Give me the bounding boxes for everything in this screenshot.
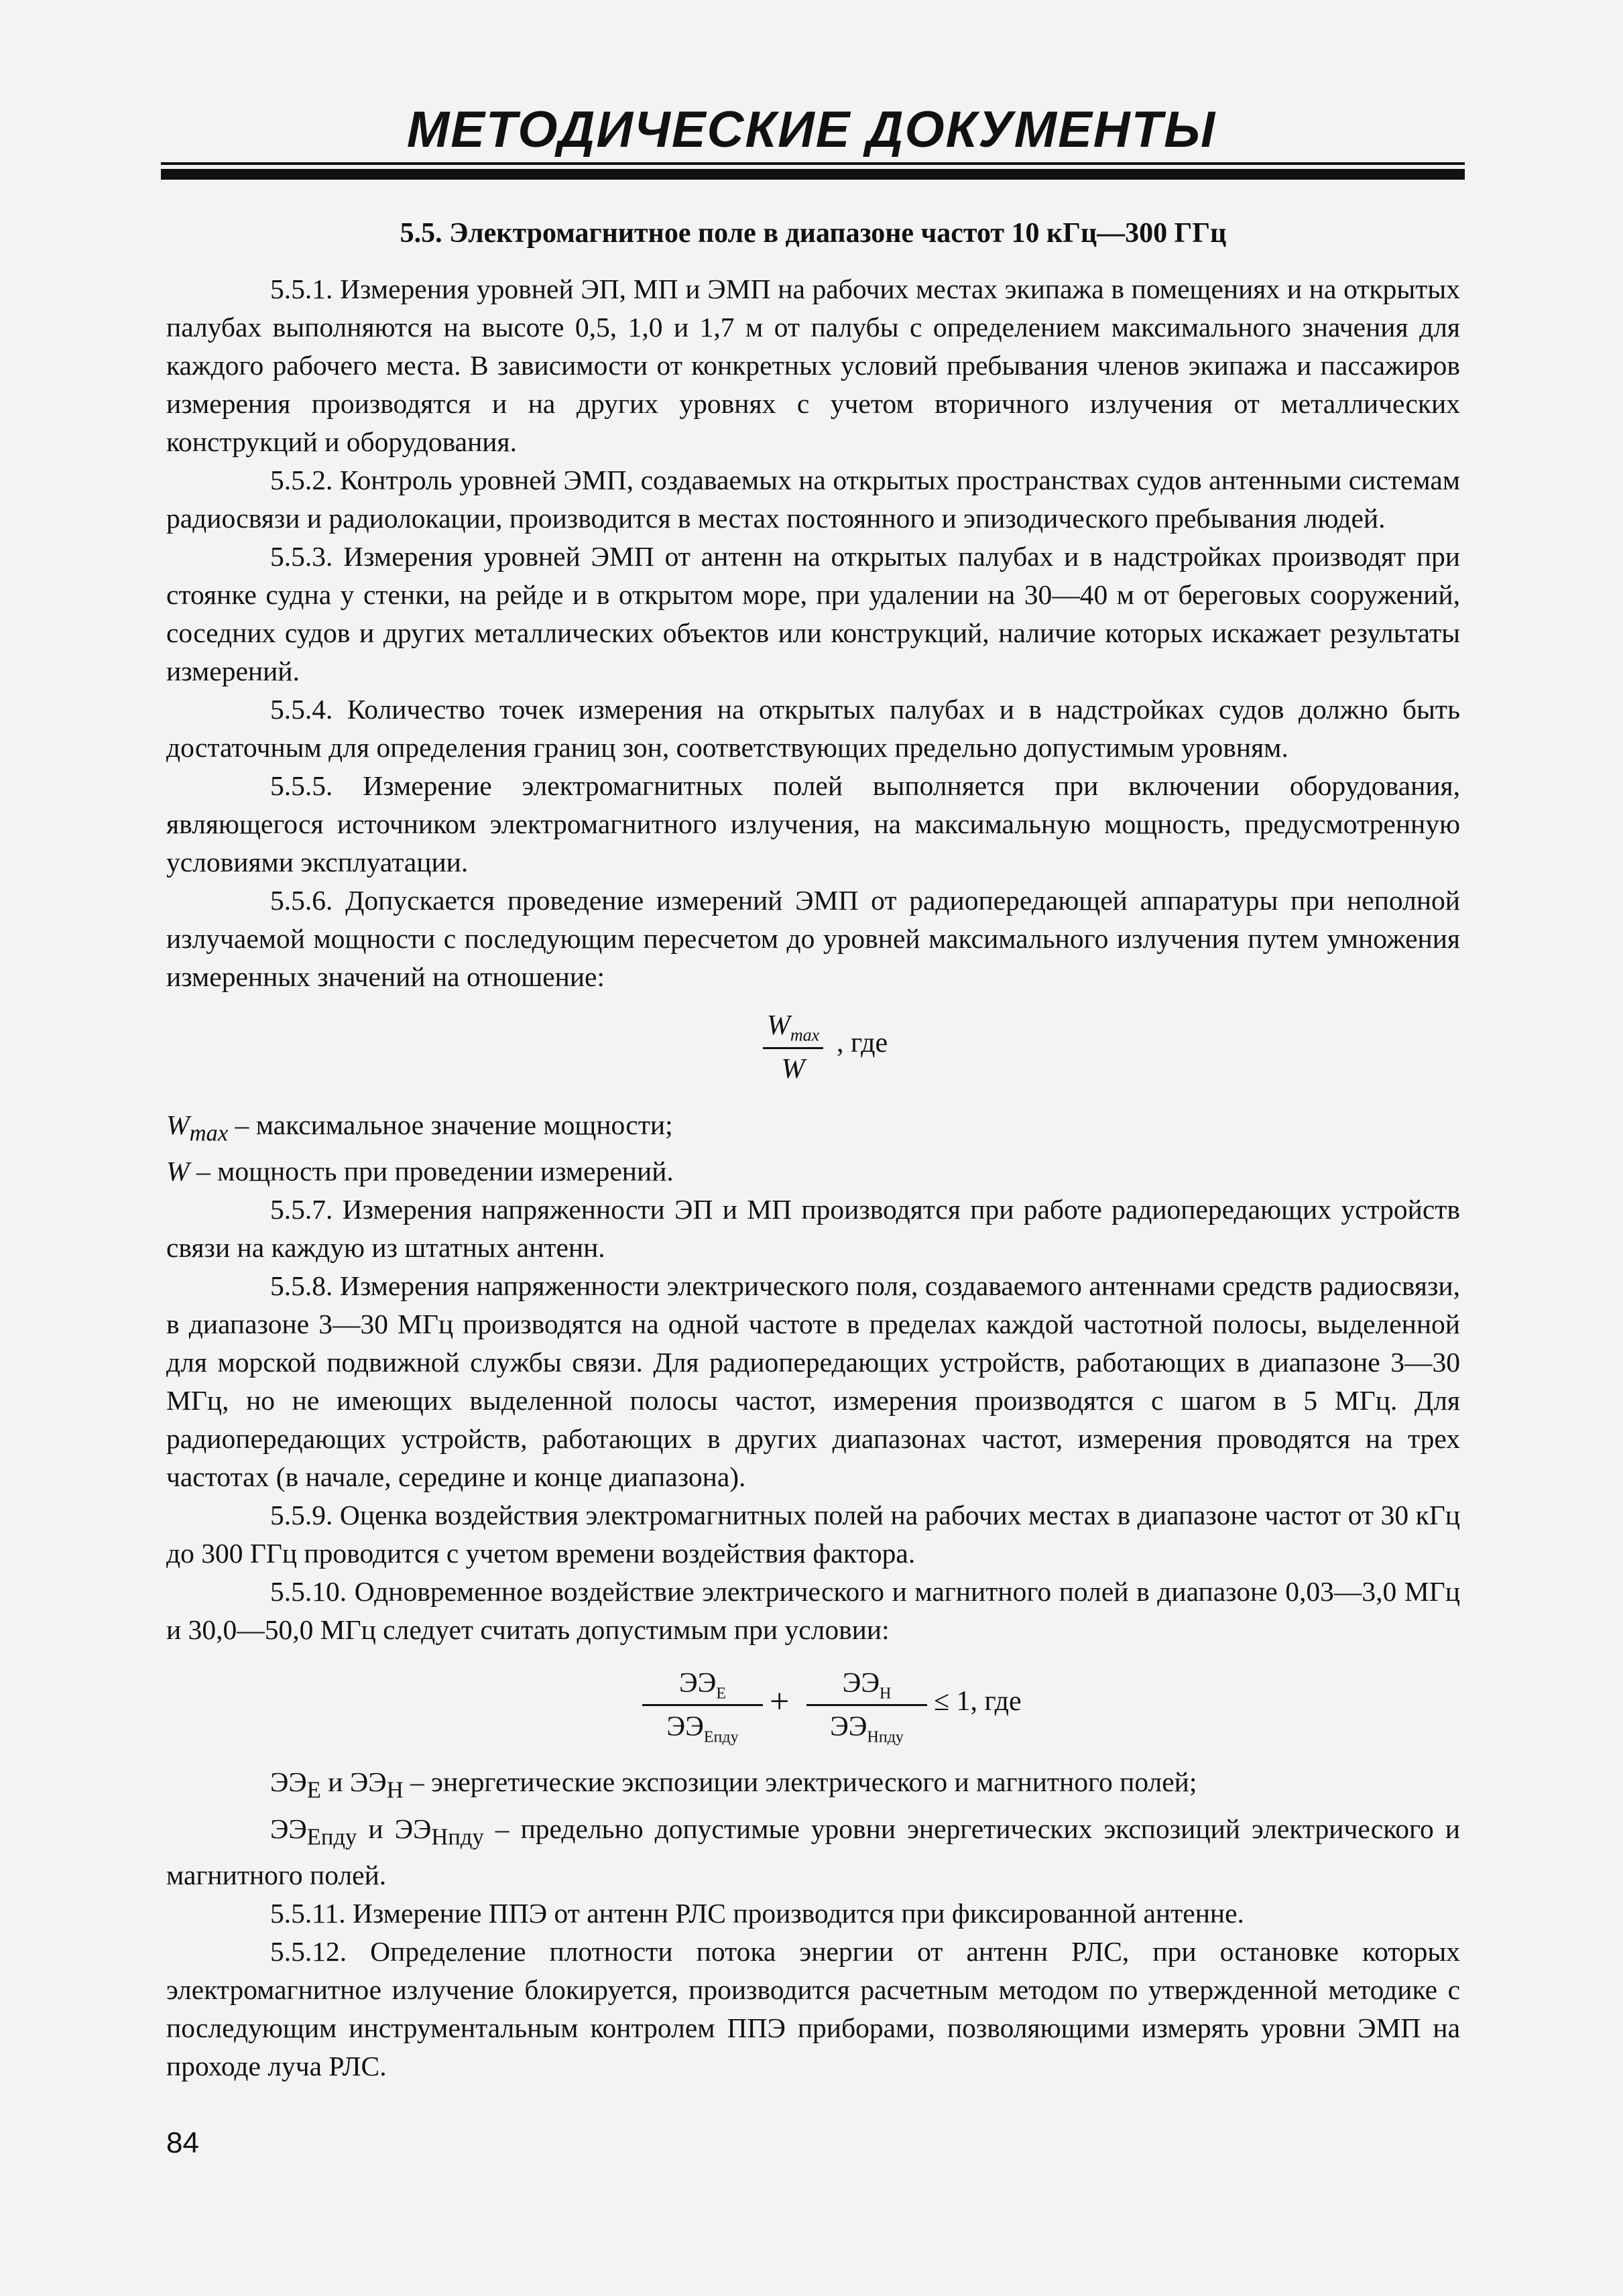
paragraph-5-5-6: 5.5.6. Допускается проведение измерений ЭМП от радиопередающей аппаратуры при неполной излучаемой мощности с последующим пересчетом до уровней максимального излучения путем умножения измеренных значений на отношение: xyxy=(166,885,1460,992)
paragraph-5-5-9: 5.5.9. Оценка воздействия электромагнитных полей на рабочих местах в диапазоне частот от 30 кГц до 300 ГГц проводится с учетом времени воздействия фактора. xyxy=(166,1500,1460,1569)
power-ratio-formula xyxy=(166,1002,1460,1102)
formula-where-label: , где xyxy=(837,1028,888,1059)
exposure-sum-formula xyxy=(166,1656,1460,1756)
magnetic-exposure-fraction: $ЭЭ_Н$ $ЭЭ_{Нпду}$ xyxy=(806,1663,927,1748)
header-rule-thick xyxy=(161,169,1465,180)
definition-max-permissible-exposures: $ЭЭ_{Епду}$ и $ЭЭ_{Нпду}$ – предельно допустимые уровни энергетических экспозиций электрического и магнитного полей. xyxy=(166,1813,1460,1890)
main-text xyxy=(166,215,1460,2086)
plus-sign: + xyxy=(770,1683,790,1721)
fraction-denominator: W xyxy=(781,1054,805,1085)
paragraph-5-5-8: 5.5.8. Измерения напряженности электрического поля, создаваемого антеннами средств радиосвязи, в диапазоне 3—30 МГц производятся на одной частоте в пределах каждой частотной полосы, выделенной для морской подвижной службы связи. Для радиопередающих устройств, работающих в диапазоне 3—30 МГц, но не имеющих выделенной полосы частот, измерения производятся с шагом в 5 МГц. Для радиопередающих устройств, работающих в других диапазонах частот, измерения проводятся на трех частотах (в начале, середине и конце диапазона). xyxy=(166,1270,1460,1493)
header-rule-thin xyxy=(161,162,1465,165)
paragraph-5-5-5: 5.5.5. Измерение электромагнитных полей выполняется при включении оборудования, являющегося источником электромагнитного излучения, на максимальную мощность, предусмотренную условиями эксплуатации. xyxy=(166,770,1460,878)
definition-w: W – мощность при проведении измерений. xyxy=(166,1156,674,1187)
running-header-title: МЕТОДИЧЕСКИЕ ДОКУМЕНТЫ xyxy=(406,101,1217,158)
paragraph-5-5-3: 5.5.3. Измерения уровней ЭМП от антенн на открытых палубах и в надстройках производят при стоянке судна у стенки, на рейде и в открытом море, при удалении на 30—40 м от береговых сооружений, соседних судов и других металлических объектов или конструкций, наличие которых искажает результаты измерений. xyxy=(166,541,1460,686)
paragraph-5-5-12: 5.5.12. Определение плотности потока энергии от антенн РЛС, при остановке которых электромагнитное излучение блокируется, производится расчетным методом по утвержденной методике с последующим инструментальным контролем ППЭ приборами, позволяющими измерять уровни ЭМП на проходе луча РЛС. xyxy=(166,1935,1460,2081)
definition-exposures: $ЭЭ_Е$ и $ЭЭ_Н$ – энергетические экспозиции электрического и магнитного полей; xyxy=(270,1766,1197,1803)
formula-inequality-where: ≤ 1, где xyxy=(934,1686,1022,1717)
electric-exposure-fraction: $ЭЭ_Е$ $ЭЭ_{Епду}$ xyxy=(642,1663,763,1748)
paragraph-5-5-10: 5.5.10. Одновременное воздействие электрического и магнитного полей в диапазоне 0,03—3,0 МГц и 30,0—50,0 МГц следует считать допустимым при условии: xyxy=(166,1576,1460,1646)
page-number: 84 xyxy=(166,2126,199,2159)
paragraph-5-5-11: 5.5.11. Измерение ППЭ от антенн РЛС производится при фиксированной антенне. xyxy=(270,1897,1244,1929)
paragraph-5-5-7: 5.5.7. Измерения напряженности ЭП и МП производятся при работе радиопередающих устройств связи на каждую из штатных антенн. xyxy=(166,1194,1460,1264)
section-heading: 5.5. Электромагнитное поле в диапазоне частот 10 кГц—300 ГГц xyxy=(400,218,1227,249)
definition-wmax: $W_{max}$ – максимальное значение мощности; xyxy=(166,1109,673,1146)
paragraph-5-5-2: 5.5.2. Контроль уровней ЭМП, создаваемых на открытых пространствах судов антенными системам радиосвязи и радиолокации, производится в местах постоянного и эпизодического пребывания людей. xyxy=(166,465,1460,534)
fraction-numerator: $W_{max}$ xyxy=(766,1010,820,1045)
power-ratio-fraction xyxy=(756,1004,830,1089)
paragraph-5-5-4: 5.5.4. Количество точек измерения на открытых палубах и в надстройках судов должно быть достаточным для определения границ зон, соответствующих предельно допустимым уровням. xyxy=(166,694,1460,763)
paragraph-5-5-1: 5.5.1. Измерения уровней ЭП, МП и ЭМП на рабочих местах экипажа в помещениях и на открытых палубах выполняются на высоте 0,5, 1,0 и 1,7 м от палубы с определением максимального значения для каждого рабочего места. В зависимости от конкретных условий пребывания членов экипажа и пассажиров измерения производятся и на других уровнях с учетом вторичного излучения от металлических конструкций и оборудования. xyxy=(166,274,1460,457)
